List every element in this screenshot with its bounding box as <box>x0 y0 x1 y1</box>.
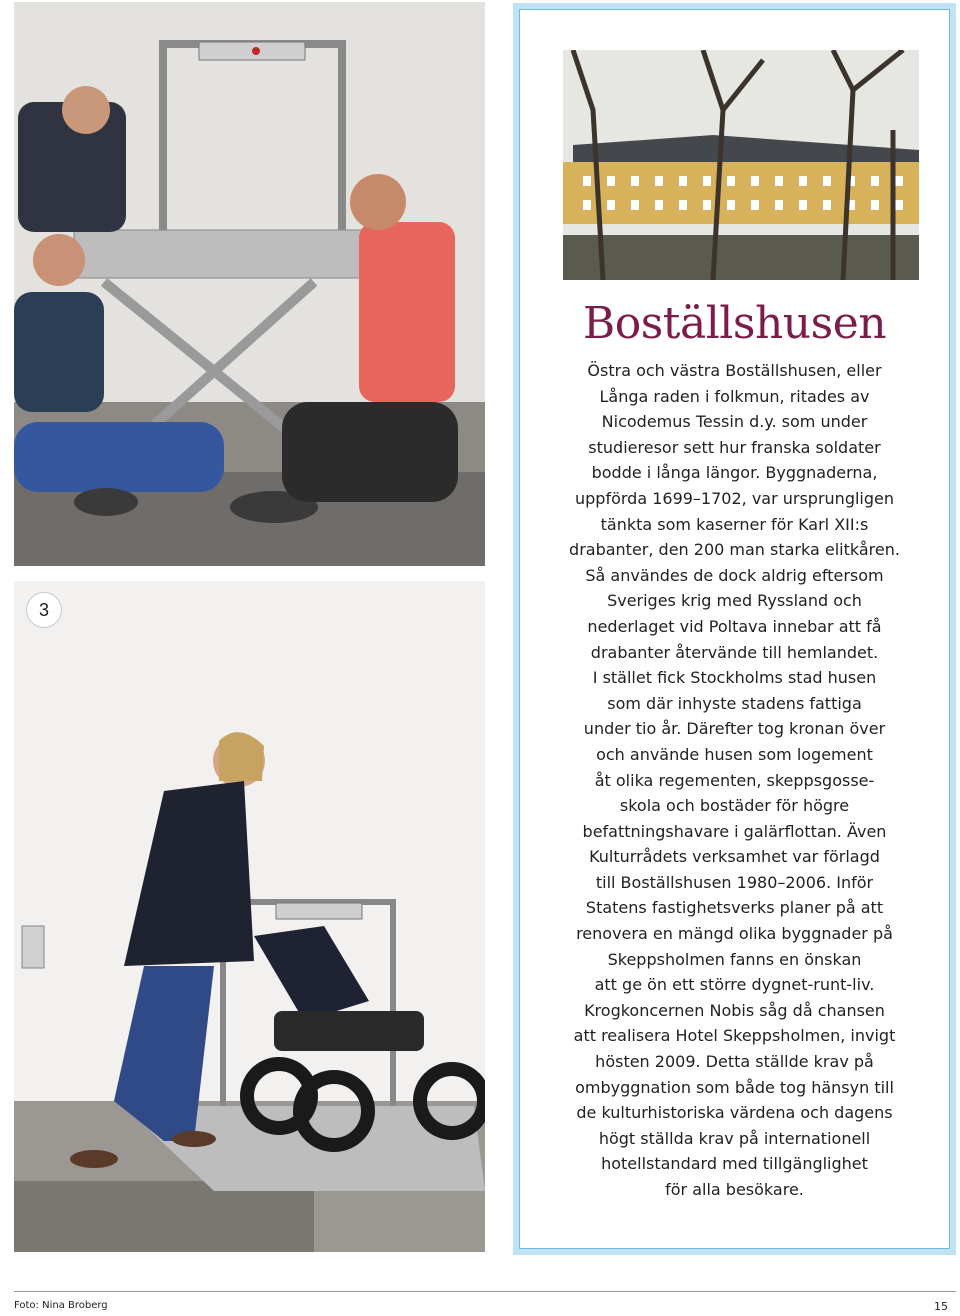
photo-woman-with-stroller <box>14 581 485 1252</box>
footer-divider <box>14 1291 956 1292</box>
body-line: Nicodemus Tessin d.y. som under <box>601 412 868 432</box>
body-line: till Boställshusen 1980–2006. Inför <box>595 872 874 892</box>
body-line: I stället fick Stockholms stad husen <box>592 668 877 688</box>
body-line: nederlaget vid Poltava innebar att få <box>587 616 882 636</box>
photo-workers-illustration <box>14 2 485 566</box>
photo-building-illustration <box>563 50 919 280</box>
photo-number-badge: 3 <box>26 592 62 628</box>
body-line: Så användes de dock aldrig eftersom <box>585 565 884 585</box>
body-line: Krogkoncernen Nobis såg då chansen <box>584 1000 885 1020</box>
body-line: Statens fastighetsverks planer på att <box>585 898 884 918</box>
sidebar-inner-panel <box>519 9 950 1249</box>
photo-workers-installing-lift <box>14 2 485 566</box>
body-line: att realisera Hotel Skeppsholmen, invigt <box>573 1026 896 1046</box>
body-line: att ge ön ett större dygnet-runt-liv. <box>594 975 875 995</box>
body-line: Långa raden i folkmun, ritades av <box>599 386 870 406</box>
sidebar-fact-box <box>513 3 956 1255</box>
body-line: ombyggnation som både tog hänsyn till <box>575 1077 894 1097</box>
body-line: befattningshavare i galärflottan. Även <box>582 821 887 841</box>
body-line: Skeppsholmen fanns en önskan <box>607 949 862 969</box>
sidebar-title: Boställshusen <box>582 298 887 349</box>
body-line: skola och bostäder för högre <box>619 796 850 816</box>
page-number: 15 <box>934 1300 948 1313</box>
body-line: som där inhyste stadens fattiga <box>607 693 862 713</box>
body-line: drabanter, den 200 man starka elitkåren. <box>569 540 900 560</box>
body-line: Sveriges krig med Ryssland och <box>607 591 862 611</box>
body-line: Kulturrådets verksamhet var förlagd <box>589 847 880 867</box>
body-line: åt olika regementen, skeppsgosse- <box>594 770 875 790</box>
body-line: uppförda 1699–1702, var ursprungligen <box>574 488 895 508</box>
body-line: högt ställda krav på internationell <box>598 1128 871 1148</box>
body-line: drabanter återvände till hemlandet. <box>590 642 879 662</box>
body-line: tänkta som kaserner för Karl XII:s <box>600 514 869 534</box>
body-line: under tio år. Därefter tog kronan över <box>583 719 886 739</box>
body-line: för alla besökare. <box>665 1180 804 1199</box>
body-line: och använde husen som logement <box>596 744 873 764</box>
body-line: Östra och västra Boställshusen, eller <box>587 361 882 380</box>
sidebar-body-text <box>530 358 939 1203</box>
body-line: hotellstandard med tillgänglighet <box>601 1154 868 1174</box>
body-line: bodde i långa längor. Byggnaderna, <box>591 463 878 483</box>
photo-credit: Foto: Nina Broberg <box>14 1300 108 1311</box>
body-line: renovera en mängd olika byggnader på <box>576 924 893 944</box>
body-line: hösten 2009. Detta ställde krav på <box>595 1052 874 1072</box>
photo-stroller-illustration <box>14 581 485 1252</box>
body-line: studieresor sett hur franska soldater <box>588 437 881 457</box>
body-line: de kulturhistoriska värdena och dagens <box>576 1103 893 1123</box>
photo-bostallshusen-building <box>563 50 919 280</box>
